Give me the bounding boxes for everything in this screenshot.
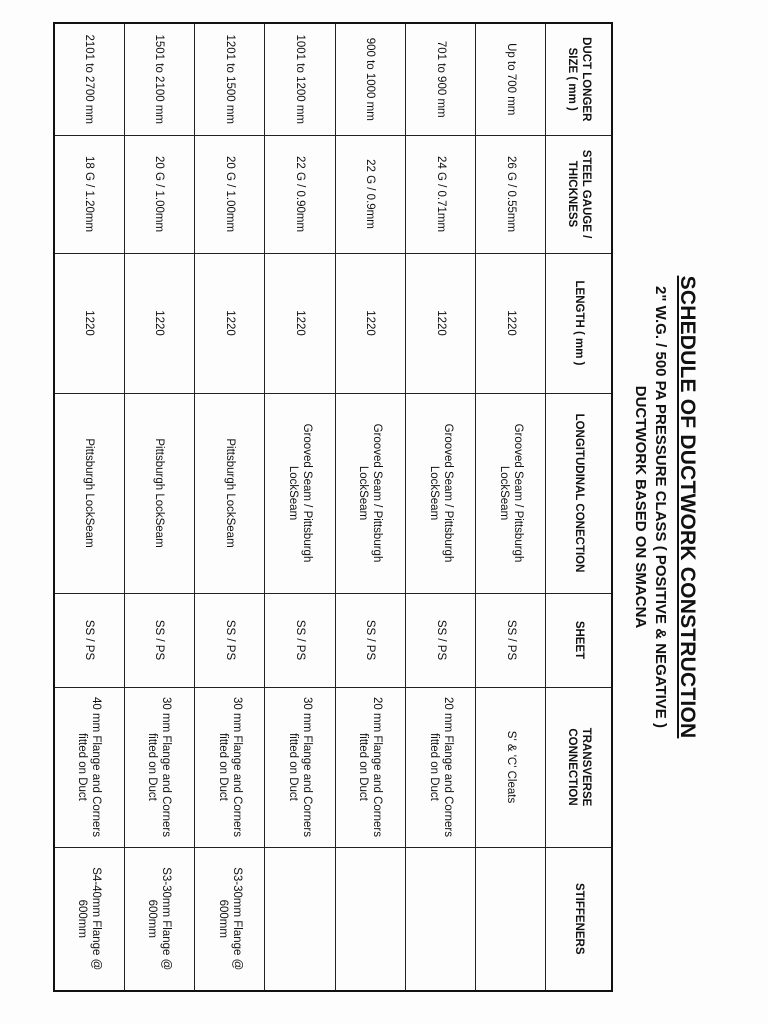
cell-stiffeners: S4-40mm Flange @ 600mm — [54, 847, 124, 991]
cell-length: 1220 — [265, 253, 335, 393]
table-row — [195, 23, 265, 991]
cell-longitudinal-connection: Grooved Seam / Pittsburgh LockSeam — [335, 393, 405, 593]
cell-duct-size: 701 to 900 mm — [405, 23, 475, 135]
cell-longitudinal-connection: Grooved Seam / Pittsburgh LockSeam — [405, 393, 475, 593]
document-subtitle-standard: DUCTWORK BASED ON SMACNA — [632, 385, 649, 629]
rotated-document-sheet — [43, 12, 703, 1002]
table-header-row — [546, 23, 612, 991]
cell-duct-size: Up to 700 mm — [476, 23, 546, 135]
document-title: SCHEDULE OF DUCTWORK CONSTRUCTION — [676, 275, 699, 739]
cell-stiffeners — [265, 847, 335, 991]
cell-longitudinal-connection: Pittsburgh LockSeam — [195, 393, 265, 593]
cell-transverse-connection: 30 mm Flange and Corners fitted on Duct — [195, 687, 265, 847]
header-steel-gauge: STEEL GAUGE / THICKNESS — [546, 135, 612, 253]
cell-duct-size: 2101 to 2700 mm — [54, 23, 124, 135]
table-row — [335, 23, 405, 991]
cell-duct-size: 1501 to 2100 mm — [124, 23, 194, 135]
cell-steel-gauge: 20 G / 1.00mm — [195, 135, 265, 253]
cell-transverse-connection: 20 mm Flange and Corners fitted on Duct — [405, 687, 475, 847]
header-transverse-connection: TRANSVERSE CONNECTION — [546, 687, 612, 847]
header-sheet: SHEET — [546, 593, 612, 687]
cell-longitudinal-connection: Grooved Seam / Pittsburgh LockSeam — [265, 393, 335, 593]
document-heading — [603, 12, 703, 1002]
cell-transverse-connection: 30 mm Flange and Corners fitted on Duct — [124, 687, 194, 847]
table-row — [405, 23, 475, 991]
cell-steel-gauge: 24 G / 0.71mm — [405, 135, 475, 253]
table-row — [476, 23, 546, 991]
ductwork-schedule-table — [53, 22, 613, 992]
schedule-table-container — [53, 22, 613, 990]
cell-stiffeners — [335, 847, 405, 991]
cell-duct-size: 1201 to 1500 mm — [195, 23, 265, 135]
header-stiffeners: STIFFENERS — [546, 847, 612, 991]
cell-sheet: SS / PS — [405, 593, 475, 687]
cell-transverse-connection: 20 mm Flange and Corners fitted on Duct — [335, 687, 405, 847]
cell-stiffeners — [405, 847, 475, 991]
table-row — [265, 23, 335, 991]
cell-length: 1220 — [335, 253, 405, 393]
cell-steel-gauge: 20 G / 1.00mm — [124, 135, 194, 253]
cell-sheet: SS / PS — [54, 593, 124, 687]
cell-steel-gauge: 22 G / 0.90mm — [265, 135, 335, 253]
cell-length: 1220 — [195, 253, 265, 393]
cell-longitudinal-connection: Pittsburgh LockSeam — [54, 393, 124, 593]
table-row — [54, 23, 124, 991]
cell-sheet: SS / PS — [476, 593, 546, 687]
cell-stiffeners — [476, 847, 546, 991]
cell-sheet: SS / PS — [195, 593, 265, 687]
cell-transverse-connection: 30 mm Flange and Corners fitted on Duct — [265, 687, 335, 847]
cell-length: 1220 — [54, 253, 124, 393]
cell-transverse-connection: 40 mm Flange and Corners fitted on Duct — [54, 687, 124, 847]
cell-sheet: SS / PS — [335, 593, 405, 687]
cell-duct-size: 1001 to 1200 mm — [265, 23, 335, 135]
cell-length: 1220 — [405, 253, 475, 393]
document-subtitle-pressure-class: 2" W.G. / 500 PA PRESSURE CLASS ( POSITIVE & NEGATIVE ) — [652, 286, 669, 728]
cell-sheet: SS / PS — [265, 593, 335, 687]
cell-longitudinal-connection: Grooved Seam / Pittsburgh LockSeam — [476, 393, 546, 593]
cell-stiffeners: S3-30mm Flange @ 600mm — [124, 847, 194, 991]
cell-longitudinal-connection: Pittsburgh LockSeam — [124, 393, 194, 593]
cell-stiffeners: S3-30mm Flange @ 600mm — [195, 847, 265, 991]
cell-steel-gauge: 18 G / 1.20mm — [54, 135, 124, 253]
cell-length: 1220 — [476, 253, 546, 393]
cell-steel-gauge: 22 G / 0.9mm — [335, 135, 405, 253]
cell-sheet: SS / PS — [124, 593, 194, 687]
cell-transverse-connection: S' & 'C' Cleats — [476, 687, 546, 847]
header-longitudinal-connection: LONGITUDINAL CONECTION — [546, 393, 612, 593]
cell-steel-gauge: 26 G / 0.55mm — [476, 135, 546, 253]
header-duct-size: DUCT LONGER SIZE ( mm ) — [546, 23, 612, 135]
cell-duct-size: 900 to 1000 mm — [335, 23, 405, 135]
cell-length: 1220 — [124, 253, 194, 393]
header-length: LENGTH ( mm ) — [546, 253, 612, 393]
table-row — [124, 23, 194, 991]
